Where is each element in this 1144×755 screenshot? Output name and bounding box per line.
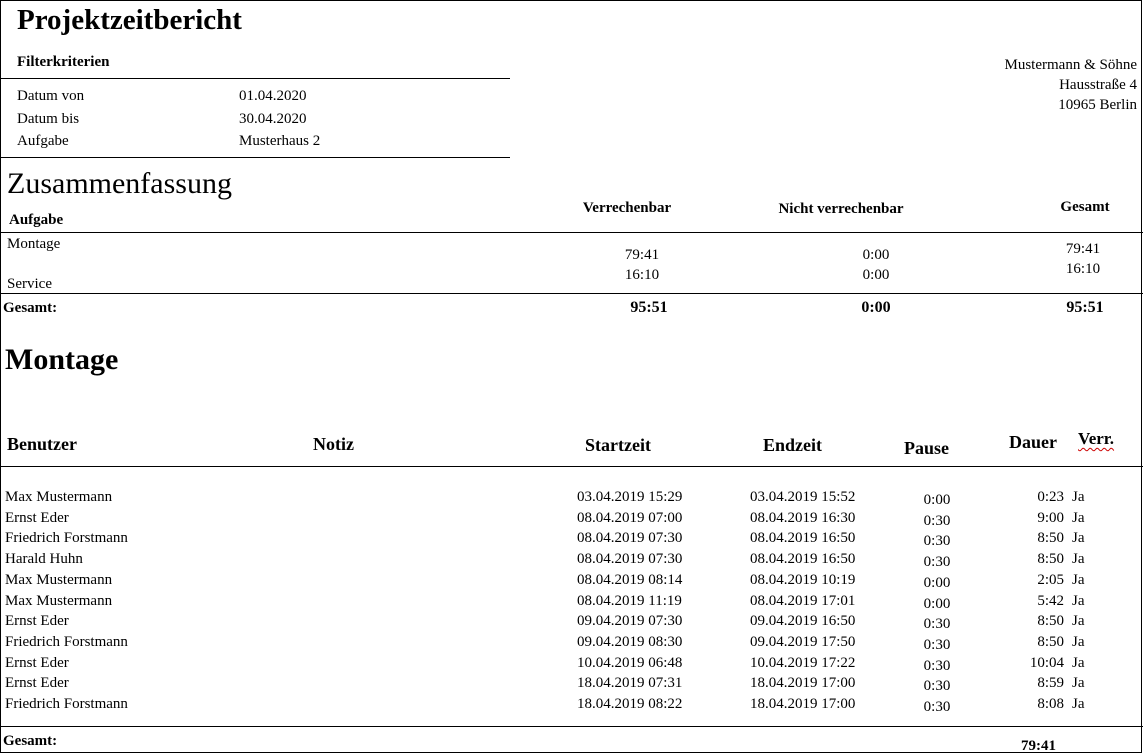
table-row (1, 530, 1143, 550)
row-end: 08.04.2019 17:01 (750, 592, 856, 609)
row-billable: Ja (1072, 489, 1085, 505)
col-pause: Pause (904, 438, 949, 458)
row-user: Ernst Eder (5, 654, 69, 671)
filter-divider-top (1, 78, 510, 79)
summary-total-montage: 79:41 (1065, 241, 1101, 257)
row-pause: 0:00 (923, 595, 951, 612)
filter-label-date-to: Datum bis (17, 111, 80, 127)
summary-heading: Zusammenfassung (7, 167, 232, 200)
company-city: 10965 Berlin (1058, 97, 1137, 113)
summary-col-billable: Verrechenbar (582, 200, 672, 216)
summary-nonbillable-montage: 0:00 (862, 247, 890, 263)
row-pause: 0:30 (923, 699, 951, 715)
detail-total-divider (1, 726, 1143, 727)
row-start: 08.04.2019 07:00 (577, 509, 683, 526)
col-billable: Verr. (1078, 429, 1115, 448)
summary-nonbillable-service: 0:00 (862, 267, 890, 283)
row-user: Max Mustermann (5, 592, 113, 609)
col-duration: Dauer (1009, 432, 1057, 452)
table-row (1, 675, 1143, 695)
detail-total-duration: 79:41 (1021, 738, 1056, 754)
summary-total-label: Gesamt: (3, 300, 58, 316)
row-end: 18.04.2019 17:00 (750, 675, 856, 692)
row-end: 08.04.2019 16:50 (750, 530, 856, 547)
table-row (1, 696, 1143, 716)
summary-col-nonbillable: Nicht verrechenbar (778, 201, 904, 217)
summary-task-montage: Montage (7, 236, 61, 252)
summary-billable-montage: 79:41 (624, 247, 660, 263)
filter-label-task: Aufgabe (17, 133, 69, 149)
row-duration: 10:04 (1029, 654, 1064, 671)
filter-value-date-from: 01.04.2020 (239, 88, 307, 104)
row-pause: 0:00 (923, 574, 951, 591)
col-user: Benutzer (7, 434, 77, 454)
row-end: 08.04.2019 10:19 (750, 571, 856, 588)
col-start: Startzeit (585, 435, 651, 455)
detail-header-divider (1, 466, 1143, 467)
table-row (1, 613, 1143, 633)
row-pause: 0:30 (923, 636, 951, 653)
summary-billable-service: 16:10 (624, 267, 660, 283)
filter-value-task: Musterhaus 2 (239, 133, 321, 149)
row-start: 08.04.2019 07:30 (577, 530, 683, 547)
row-billable: Ja (1072, 633, 1085, 650)
row-pause: 0:00 (923, 492, 951, 508)
table-row (1, 655, 1143, 675)
table-row (1, 551, 1143, 571)
row-duration: 8:59 (1037, 675, 1064, 692)
row-billable: Ja (1072, 696, 1085, 712)
row-user: Harald Huhn (5, 551, 83, 568)
summary-total-nonbillable: 0:00 (861, 299, 891, 316)
row-user: Max Mustermann (5, 571, 113, 588)
row-duration: 9:00 (1037, 509, 1064, 526)
row-pause: 0:30 (923, 533, 951, 550)
col-note: Notiz (313, 434, 354, 454)
row-start: 18.04.2019 08:22 (577, 696, 683, 712)
row-start: 08.04.2019 11:19 (577, 592, 682, 609)
row-start: 08.04.2019 07:30 (577, 551, 683, 568)
row-duration: 8:50 (1037, 613, 1064, 630)
row-end: 10.04.2019 17:22 (750, 654, 856, 671)
row-end: 09.04.2019 16:50 (750, 613, 856, 630)
summary-header-divider (1, 232, 1143, 233)
summary-total-divider (1, 293, 1143, 294)
row-pause: 0:30 (923, 512, 951, 529)
row-pause: 0:30 (923, 678, 951, 695)
row-start: 18.04.2019 07:31 (577, 675, 683, 692)
section-heading: Montage (5, 343, 119, 376)
row-user: Friedrich Forstmann (5, 633, 128, 650)
row-billable: Ja (1072, 551, 1085, 568)
row-billable: Ja (1072, 509, 1085, 526)
summary-total-service: 16:10 (1065, 261, 1101, 277)
table-row (1, 593, 1143, 613)
row-user: Max Mustermann (5, 489, 113, 505)
row-start: 09.04.2019 08:30 (577, 633, 683, 650)
row-start: 03.04.2019 15:29 (577, 489, 683, 505)
row-billable: Ja (1072, 592, 1085, 609)
row-billable: Ja (1072, 613, 1085, 630)
row-user: Ernst Eder (5, 509, 69, 526)
row-duration: 5:42 (1037, 592, 1064, 609)
row-duration: 8:08 (1037, 696, 1064, 712)
row-start: 08.04.2019 08:14 (577, 571, 683, 588)
col-end: Endzeit (763, 435, 823, 455)
report-title: Projektzeitbericht (17, 4, 242, 36)
row-duration: 8:50 (1037, 530, 1064, 547)
row-pause: 0:30 (923, 616, 951, 633)
row-end: 03.04.2019 15:52 (750, 489, 856, 505)
row-user: Ernst Eder (5, 613, 69, 630)
filter-value-date-to: 30.04.2020 (239, 111, 307, 127)
company-street: Hausstraße 4 (1059, 77, 1137, 93)
company-name: Mustermann & Söhne (1004, 57, 1137, 73)
row-start: 09.04.2019 07:30 (577, 613, 683, 630)
row-billable: Ja (1072, 571, 1085, 588)
row-user: Friedrich Forstmann (5, 696, 128, 712)
row-billable: Ja (1072, 530, 1085, 547)
table-row (1, 489, 1143, 509)
row-pause: 0:30 (923, 554, 951, 571)
table-row (1, 572, 1143, 592)
row-user: Ernst Eder (5, 675, 69, 692)
detail-total-label: Gesamt: (3, 733, 58, 749)
filter-divider-bottom (1, 157, 510, 158)
row-duration: 8:50 (1037, 633, 1064, 650)
summary-total-total: 95:51 (1066, 299, 1104, 316)
row-duration: 8:50 (1037, 551, 1064, 568)
row-billable: Ja (1072, 654, 1085, 671)
row-billable: Ja (1072, 675, 1085, 692)
filter-heading: Filterkriterien (17, 54, 110, 70)
row-end: 09.04.2019 17:50 (750, 633, 856, 650)
summary-col-total: Gesamt (1060, 199, 1110, 215)
summary-total-billable: 95:51 (630, 299, 668, 316)
row-end: 18.04.2019 17:00 (750, 696, 856, 712)
row-start: 10.04.2019 06:48 (577, 654, 683, 671)
row-pause: 0:30 (923, 657, 951, 674)
row-duration: 2:05 (1037, 571, 1064, 588)
filter-label-date-from: Datum von (17, 88, 85, 104)
row-duration: 0:23 (1037, 489, 1064, 505)
row-user: Friedrich Forstmann (5, 530, 128, 547)
summary-col-task: Aufgabe (9, 212, 64, 228)
table-row (1, 510, 1143, 530)
summary-task-service: Service (7, 276, 52, 292)
row-end: 08.04.2019 16:30 (750, 509, 856, 526)
row-end: 08.04.2019 16:50 (750, 551, 856, 568)
table-row (1, 634, 1143, 654)
